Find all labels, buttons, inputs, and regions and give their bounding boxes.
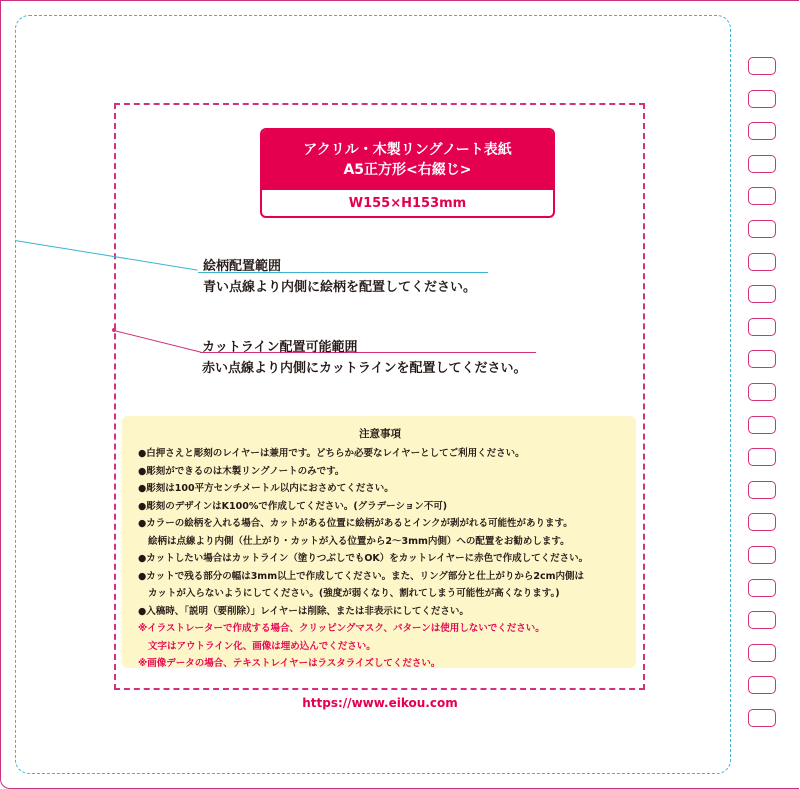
- ring-hole: [748, 644, 776, 662]
- notes-title: 注意事項: [359, 428, 401, 440]
- note-item: ●カラーの絵柄を入れる場合、カットがある位置に絵柄があるとインクが剥がれる可能性があります。: [138, 518, 573, 529]
- ring-hole: [748, 90, 776, 108]
- pattern-area-label: 絵柄配置範囲: [203, 259, 282, 274]
- note-item: ●彫刻は100平方センチメートル以内におさめてください。: [138, 483, 394, 494]
- ring-hole: [748, 448, 776, 466]
- ring-hole: [748, 611, 776, 629]
- cut-area-desc: 赤い点線より内側にカットラインを配置してください。: [202, 361, 527, 376]
- note-item: ●白押さえと彫刻のレイヤーは兼用です。どちらか必要なレイヤーとしてご利用ください。: [138, 448, 525, 459]
- ring-hole: [748, 155, 776, 173]
- ring-hole: [748, 383, 776, 401]
- note-item: 文字はアウトライン化、画像は埋め込んでください。: [148, 640, 376, 652]
- ring-hole: [748, 318, 776, 336]
- title-line1: アクリル・木製リングノート表紙: [303, 142, 512, 158]
- footer-url[interactable]: https://www.eikou.com: [302, 696, 458, 710]
- ring-hole: [748, 481, 776, 499]
- ring-hole: [748, 546, 776, 564]
- ring-hole: [748, 513, 776, 531]
- cut-area-label: カットライン配置可能範囲: [202, 340, 358, 355]
- ring-hole: [748, 122, 776, 140]
- ring-hole: [748, 350, 776, 368]
- title-box: [260, 128, 555, 218]
- note-item: ※画像データの場合、テキストレイヤーはラスタライズしてください。: [138, 658, 441, 669]
- note-item: ●カットで残る部分の幅は3mm以上で作成してください。また、リング部分と仕上がりから2cm内側は: [138, 570, 585, 582]
- note-item: カットが入らないようにしてください。(強度が弱くなり、割れてしまう可能性が高くなります。): [148, 588, 560, 599]
- ring-hole: [748, 187, 776, 205]
- ring-hole: [748, 253, 776, 271]
- title-size: W155×H153mm: [348, 196, 467, 211]
- ring-hole: [748, 285, 776, 303]
- title-line2: A5正方形<右綴じ>: [343, 162, 472, 178]
- ring-hole: [748, 709, 776, 727]
- note-item: ●入稿時、「説明（要削除）」レイヤーは削除、または非表示にしてください。: [138, 605, 469, 617]
- note-item: ●カットしたい場合はカットライン（塗りつぶしでもOK）をカットレイヤーに赤色で作成してください。: [138, 553, 589, 564]
- note-item: ※イラストレーターで作成する場合、クリッピングマスク、パターンは使用しないでください。: [138, 623, 545, 634]
- ring-hole: [748, 676, 776, 694]
- note-item: 絵柄は点線より内側（仕上がり・カットが入る位置から2～3mm内側）への配置をお勧めします。: [148, 535, 570, 547]
- ring-hole: [748, 416, 776, 434]
- ring-hole: [748, 220, 776, 238]
- note-item: ●彫刻ができるのは木製リングノートのみです。: [138, 465, 345, 477]
- note-item: ●彫刻のデザインはK100%で作成してください。(グラデーション不可): [138, 500, 448, 512]
- title-header: [262, 130, 553, 190]
- notes-list: [138, 445, 622, 673]
- notes-panel: [122, 416, 636, 668]
- ring-hole: [748, 579, 776, 597]
- pattern-area-desc: 青い点線より内側に絵柄を配置してください。: [203, 280, 477, 295]
- ring-hole: [748, 57, 776, 75]
- ring-holes: [748, 57, 778, 741]
